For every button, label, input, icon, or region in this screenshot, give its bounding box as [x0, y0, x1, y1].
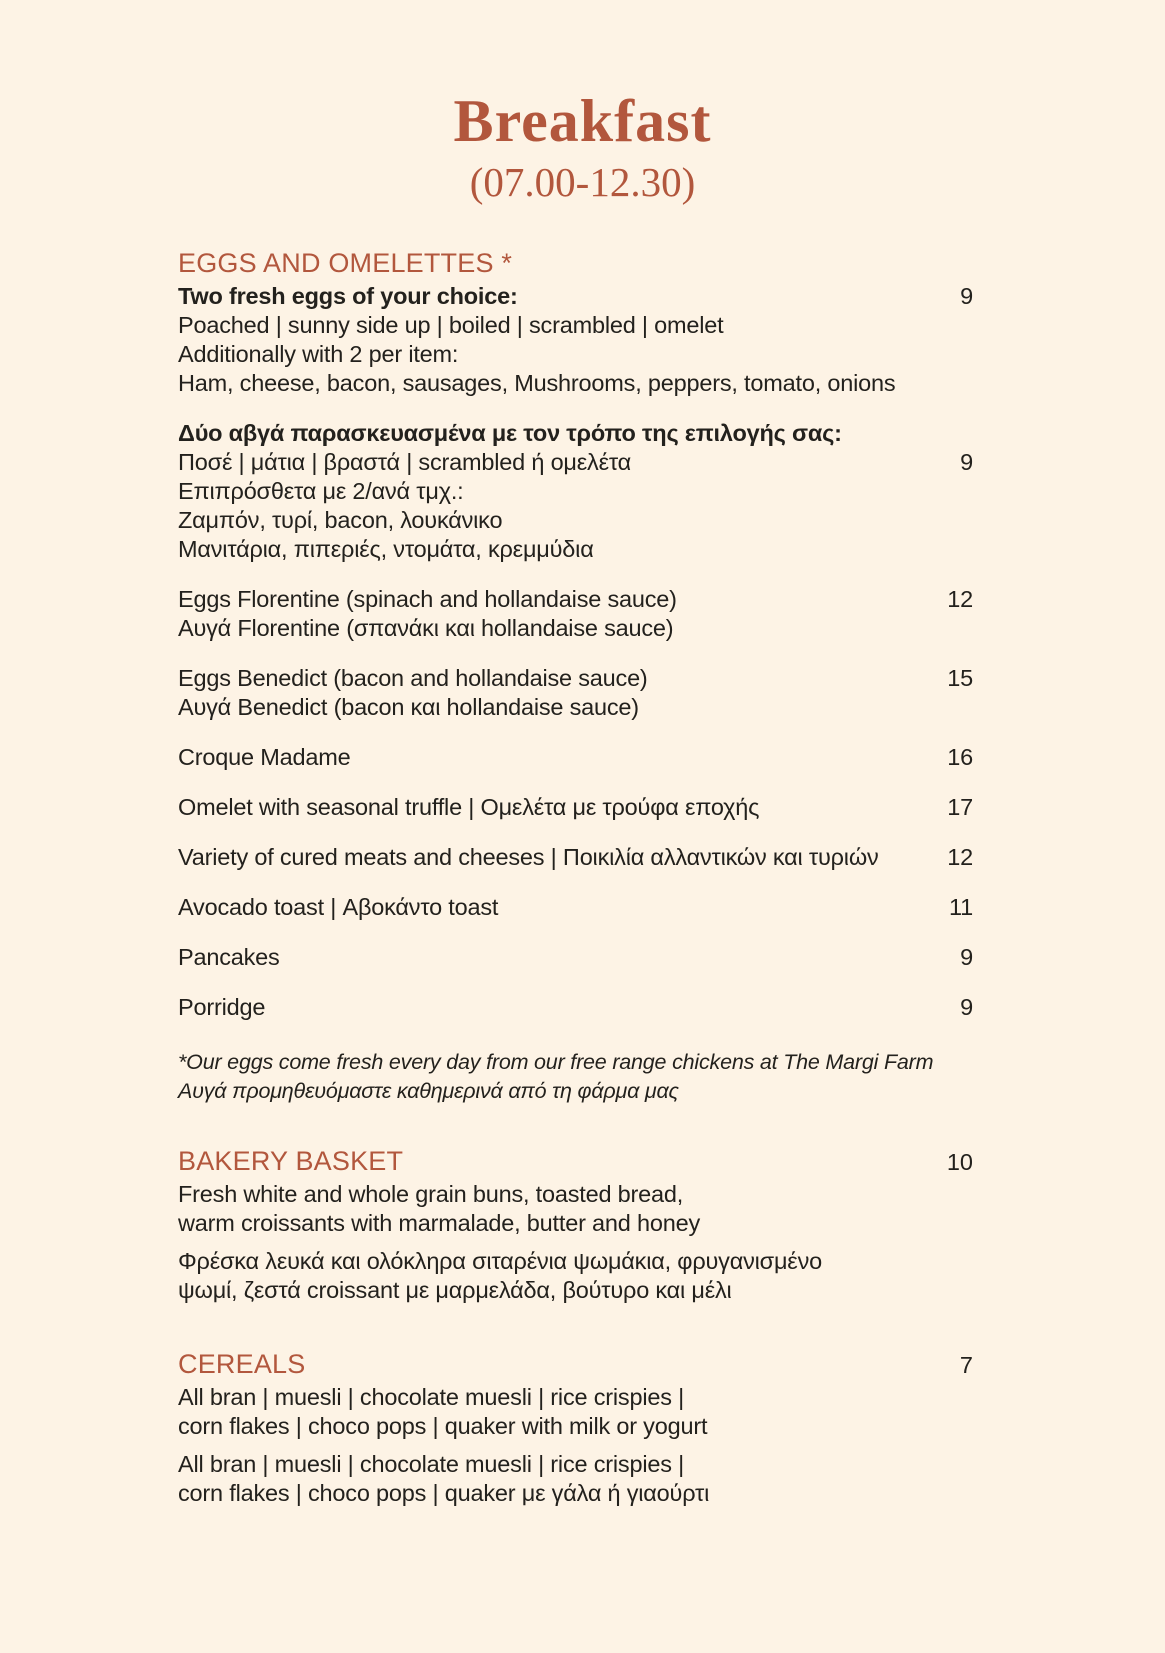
item-name: Porridge	[178, 994, 266, 1021]
menu-item-truffle-omelet	[178, 793, 973, 822]
menu-line	[178, 477, 973, 506]
menu-item-croque-madame	[178, 743, 973, 772]
menu-item-two-fresh-eggs-greek	[178, 419, 973, 564]
menu-line	[178, 1247, 973, 1276]
section-heading-bakery: BAKERY BASKET	[178, 1146, 404, 1177]
item-name-greek: Αυγά Benedict (bacon και hollandaise sauce)	[178, 694, 639, 721]
item-price: 15	[947, 665, 973, 692]
cereals-description-english	[178, 1383, 973, 1441]
item-name: Pancakes	[178, 944, 280, 971]
menu-line	[178, 743, 973, 772]
menu-line	[178, 1276, 973, 1305]
item-price: 16	[947, 744, 973, 771]
menu-line	[178, 664, 973, 693]
item-description: All bran | muesli | chocolate muesli | rice crispies |	[178, 1451, 684, 1478]
item-name: Avocado toast | Αβοκάντο toast	[178, 894, 499, 921]
section-heading-row	[178, 1146, 973, 1177]
item-price: 12	[947, 586, 973, 613]
menu-line	[178, 693, 973, 722]
item-description: corn flakes | choco pops | quaker με γάλα ή γιαούρτι	[178, 1480, 710, 1507]
footnote-english: *Our eggs come fresh every day from our free range chickens at The Margi Farm	[178, 1050, 934, 1075]
item-description: Ζαμπόν, τυρί, bacon, λουκάνικο	[178, 507, 503, 534]
item-price: 9	[960, 994, 973, 1021]
item-description: Fresh white and whole grain buns, toasted bread,	[178, 1181, 684, 1208]
item-name: Variety of cured meats and cheeses | Ποικιλία αλλαντικών και τυριών	[178, 844, 879, 871]
menu-content	[0, 204, 1165, 1508]
item-name: Croque Madame	[178, 744, 351, 771]
item-name: Two fresh eggs of your choice:	[178, 283, 518, 310]
menu-line	[178, 614, 973, 643]
item-price: 9	[960, 449, 973, 476]
section-heading-eggs: EGGS AND OMELETTES *	[178, 248, 513, 279]
item-name: Eggs Florentine (spinach and hollandaise sauce)	[178, 586, 677, 613]
menu-item-cured-meats	[178, 843, 973, 872]
menu-line	[178, 1450, 973, 1479]
item-description: Ποσέ | μάτια | βραστά | scrambled ή ομελέτα	[178, 449, 632, 476]
footnote-greek: Αυγά προμηθευόμαστε καθημερινά από τη φάρμα μας	[178, 1079, 679, 1104]
eggs-footnote	[178, 1048, 973, 1106]
menu-item-eggs-benedict	[178, 664, 973, 722]
item-price: 11	[949, 894, 973, 921]
serving-hours: (07.00-12.30)	[469, 159, 696, 205]
item-description: All bran | muesli | chocolate muesli | rice crispies |	[178, 1384, 684, 1411]
item-price: 9	[960, 283, 973, 310]
menu-item-porridge	[178, 993, 973, 1022]
menu-line	[178, 1412, 973, 1441]
menu-line	[178, 893, 973, 922]
menu-item-pancakes	[178, 943, 973, 972]
menu-line	[178, 448, 973, 477]
item-description: Additionally with 2 per item:	[178, 341, 459, 368]
menu-line	[178, 993, 973, 1022]
section-heading-row	[178, 1349, 973, 1380]
menu-line	[178, 1180, 973, 1209]
section-bakery-basket	[178, 1146, 973, 1305]
page-title: Breakfast	[453, 88, 712, 154]
cereals-description-greek	[178, 1450, 973, 1508]
item-description: Μανιτάρια, πιπεριές, ντομάτα, κρεμμύδια	[178, 536, 594, 563]
menu-line	[178, 506, 973, 535]
bakery-description-english	[178, 1180, 973, 1238]
menu-item-eggs-florentine	[178, 585, 973, 643]
section-cereals	[178, 1349, 973, 1508]
menu-line	[178, 1209, 973, 1238]
item-description: Ham, cheese, bacon, sausages, Mushrooms, peppers, tomato, onions	[178, 370, 896, 397]
menu-line	[178, 1383, 973, 1412]
item-description: Επιπρόσθετα με 2/ανά τμχ.:	[178, 478, 464, 505]
menu-header	[0, 0, 1165, 204]
item-name-greek: Αυγά Florentine (σπανάκι και hollandaise sauce)	[178, 615, 674, 642]
item-name: Δύο αβγά παρασκευασμένα με τον τρόπο της επιλογής σας:	[178, 420, 842, 447]
item-description: warm croissants with marmalade, butter and honey	[178, 1210, 700, 1237]
menu-line	[178, 535, 973, 564]
menu-line	[178, 419, 973, 448]
item-price: 9	[960, 944, 973, 971]
item-price: 12	[947, 844, 973, 871]
menu-line	[178, 282, 973, 311]
menu-line	[178, 585, 973, 614]
menu-item-two-fresh-eggs	[178, 282, 973, 398]
item-name: Omelet with seasonal truffle | Ομελέτα με τρούφα εποχής	[178, 794, 760, 821]
item-price: 17	[947, 794, 973, 821]
section-heading-cereals: CEREALS	[178, 1349, 306, 1380]
menu-line	[178, 369, 973, 398]
item-description: Φρέσκα λευκά και ολόκληρα σιταρένια ψωμάκια, φρυγανισμένο	[178, 1248, 823, 1275]
menu-line	[178, 340, 973, 369]
item-description: Poached | sunny side up | boiled | scrambled | omelet	[178, 312, 724, 339]
section-price: 10	[946, 1149, 973, 1176]
item-description: corn flakes | choco pops | quaker with milk or yogurt	[178, 1413, 708, 1440]
menu-item-avocado-toast	[178, 893, 973, 922]
menu-line	[178, 943, 973, 972]
menu-line	[178, 311, 973, 340]
menu-line	[178, 1479, 973, 1508]
item-name: Eggs Benedict (bacon and hollandaise sauce)	[178, 665, 648, 692]
item-description: ψωμί, ζεστά croissant με μαρμελάδα, βούτυρο και μέλι	[178, 1277, 732, 1304]
section-price: 7	[959, 1352, 973, 1379]
bakery-description-greek	[178, 1247, 973, 1305]
menu-line	[178, 843, 973, 872]
menu-line	[178, 793, 973, 822]
section-eggs-and-omelettes	[178, 248, 973, 1106]
